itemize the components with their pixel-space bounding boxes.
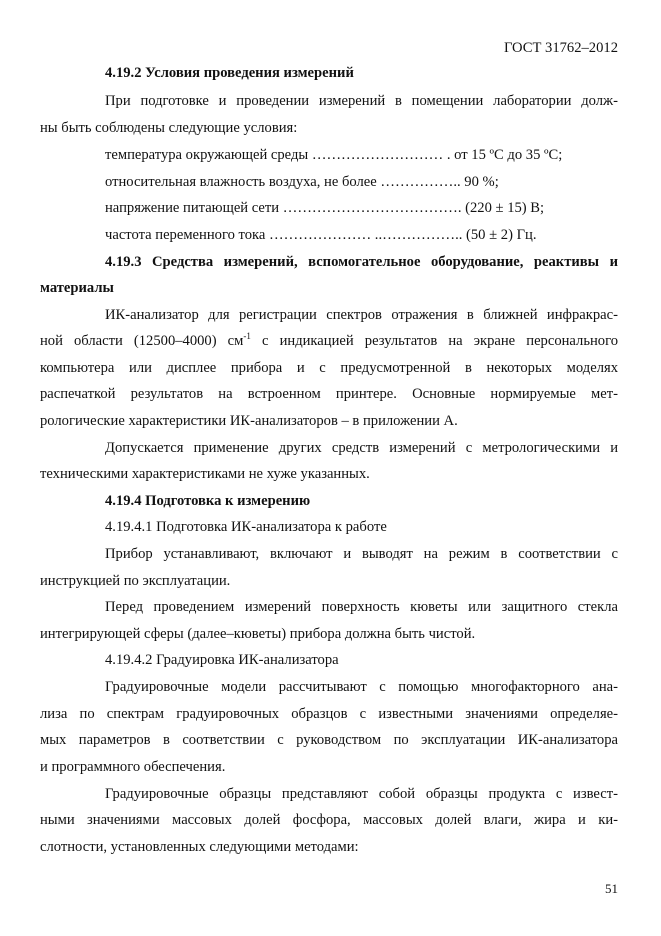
paragraph-line bbox=[40, 332, 618, 350]
paragraph-line: слотности, установленных следующими методами: bbox=[40, 839, 359, 855]
paragraph-line: распечаткой результатов на встроенном принтере. Основные нормируемые мет- bbox=[40, 386, 618, 402]
paragraph-line: ны быть соблюдены следующие условия: bbox=[40, 120, 298, 136]
paragraph-line: При подготовке и проведении измерений в помещении лаборатории долж- bbox=[105, 93, 618, 109]
text-fragment: с индикацией результатов на экране персонального bbox=[250, 333, 618, 349]
paragraph-line: техническими характеристиками не хуже указанных. bbox=[40, 466, 370, 482]
text-fragment: ной области (12500–4000) см bbox=[40, 333, 244, 349]
paragraph-line: Допускается применение других средств измерений с метрологическими и bbox=[105, 440, 618, 456]
condition-line: относительная влажность воздуха, не более …………….. 90 %; bbox=[105, 174, 499, 190]
paragraph-line: ными значениями массовых долей фосфора, массовых долей влаги, жира и ки- bbox=[40, 812, 618, 828]
paragraph-line: Градуировочные образцы представляют собой образцы продукта с извест- bbox=[105, 786, 618, 802]
superscript: -1 bbox=[243, 331, 251, 341]
section-heading-continued: материалы bbox=[40, 280, 114, 296]
paragraph-line: Перед проведением измерений поверхность кюветы или защитного стекла bbox=[105, 599, 618, 615]
subsection-heading: 4.19.4.2 Градуировка ИК-анализатора bbox=[105, 652, 339, 668]
paragraph-line: и программного обеспечения. bbox=[40, 759, 226, 775]
paragraph-line: ИК-анализатор для регистрации спектров отражения в ближней инфракрас- bbox=[105, 307, 618, 323]
paragraph-line: лиза по спектрам градуировочных образцов с известными значениями определяе- bbox=[40, 706, 618, 722]
paragraph-line: интегрирующей сферы (далее–кюветы) прибора должна быть чистой. bbox=[40, 626, 476, 642]
page-number: 51 bbox=[605, 881, 618, 896]
section-heading: 4.19.2 Условия проведения измерений bbox=[105, 65, 354, 81]
paragraph-line: рологические характеристики ИК-анализаторов – в приложении А. bbox=[40, 413, 458, 429]
paragraph-line: Градуировочные модели рассчитывают с помощью многофакторного ана- bbox=[105, 679, 618, 695]
paragraph-line: инструкцией по эксплуатации. bbox=[40, 573, 231, 589]
paragraph-line: Прибор устанавливают, включают и выводят на режим в соответствии с bbox=[105, 546, 618, 562]
section-heading: 4.19.3 Средства измерений, вспомогательное оборудование, реактивы и bbox=[105, 254, 618, 270]
condition-line: температура окружающей среды ……………………… . от 15 ºС до 35 ºС; bbox=[105, 147, 563, 163]
paragraph-line: компьютера или дисплее прибора и с предусмотренной в некоторых моделях bbox=[40, 360, 618, 376]
section-heading: 4.19.4 Подготовка к измерению bbox=[105, 493, 311, 509]
condition-line: частота переменного тока ………………… ..…………….. (50 ± 2) Гц. bbox=[105, 227, 537, 243]
standard-header: ГОСТ 31762–2012 bbox=[503, 40, 618, 56]
subsection-heading: 4.19.4.1 Подготовка ИК-анализатора к работе bbox=[105, 519, 387, 535]
condition-line: напряжение питающей сети ………………………………. (220 ± 15) В; bbox=[105, 200, 545, 216]
paragraph-line: мых параметров в соответствии с руководством по эксплуатации ИК-анализатора bbox=[40, 732, 618, 748]
